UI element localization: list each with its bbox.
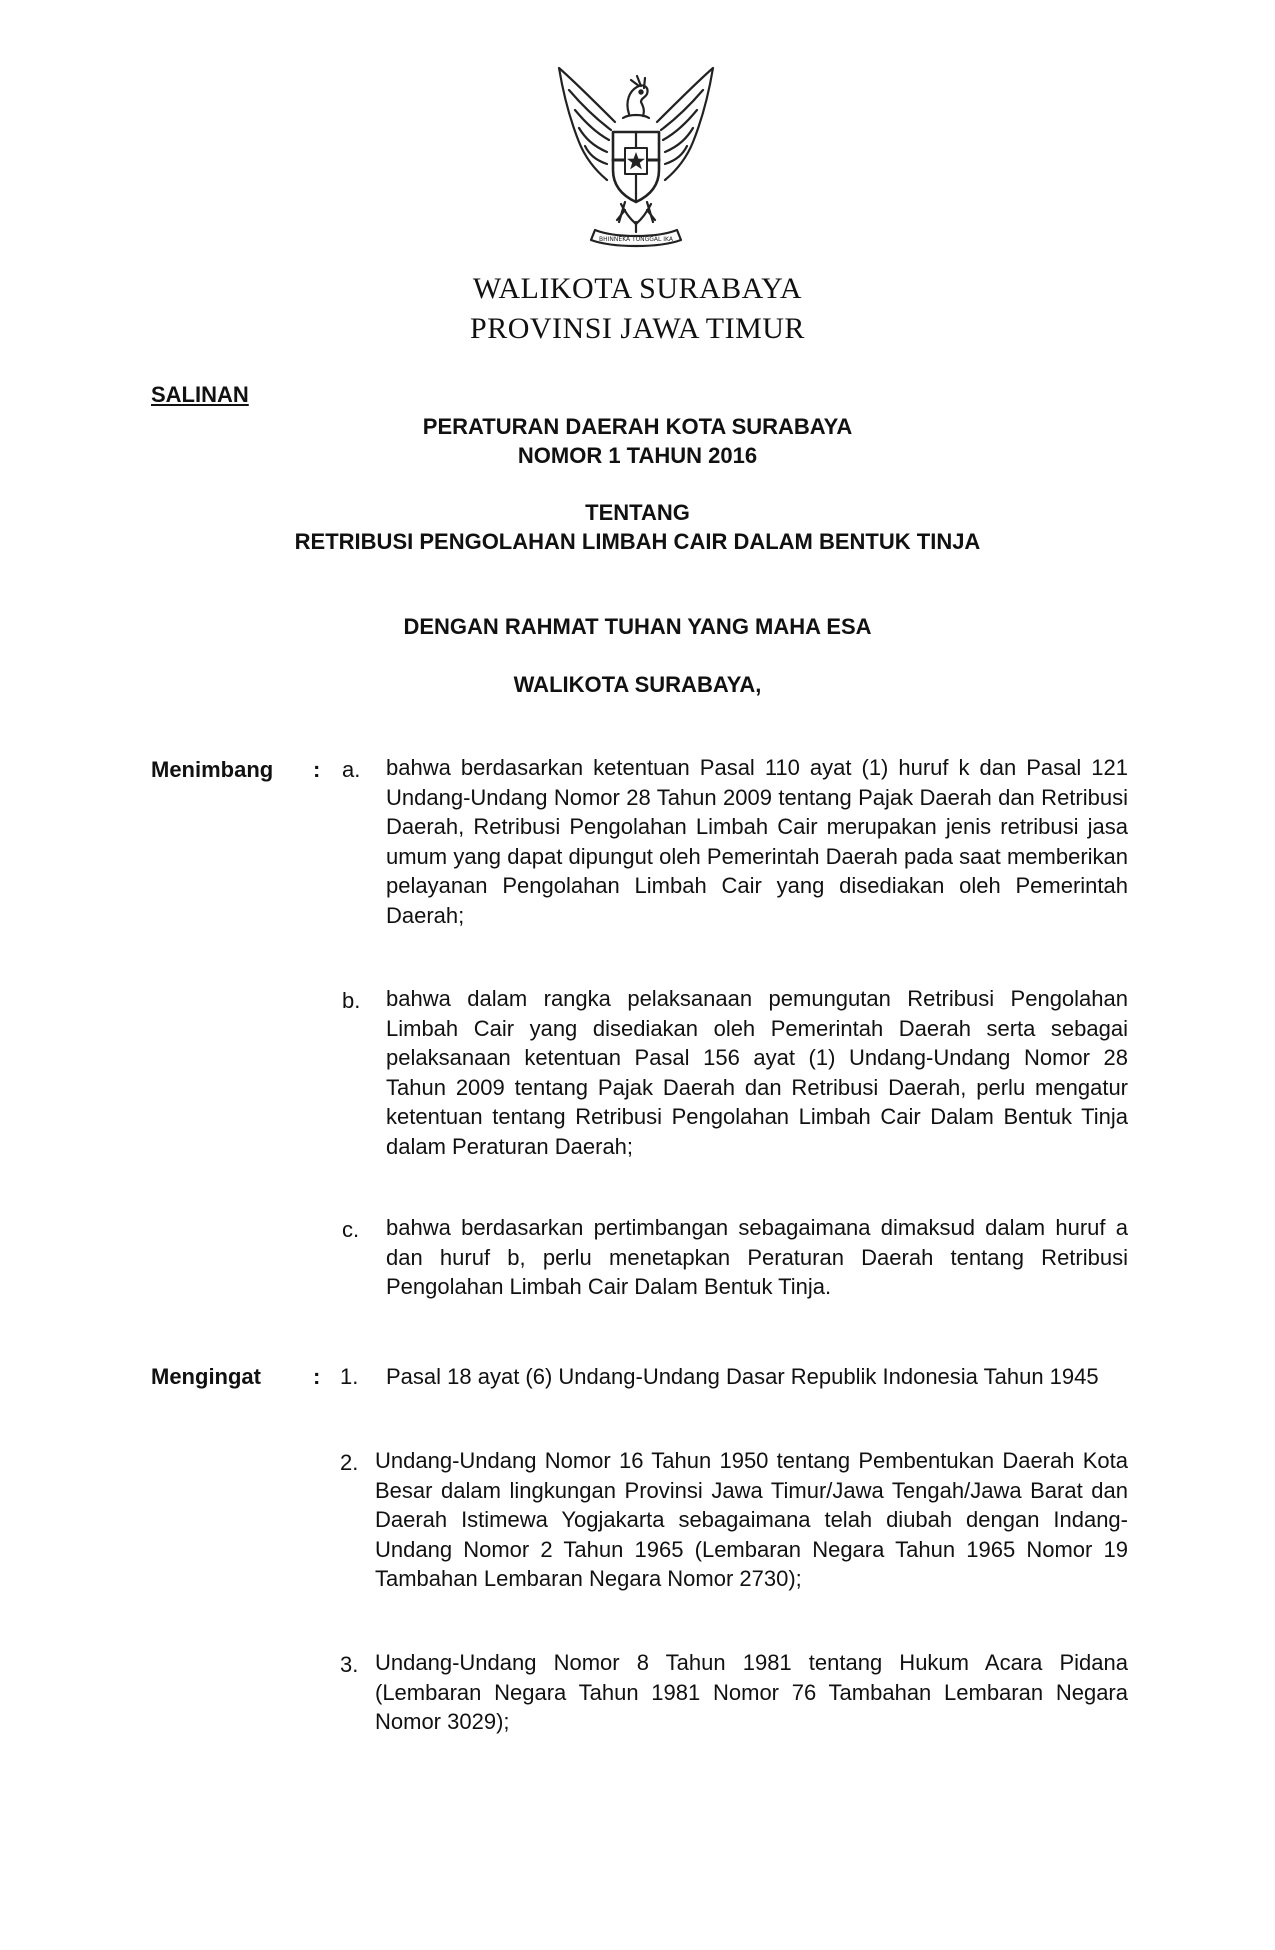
tentang-heading: TENTANG	[585, 500, 690, 525]
mengingat-marker-2: 2.	[340, 1450, 359, 1475]
emblem-motto: BHINNEKA TUNGGAL IKA	[599, 236, 673, 243]
mengingat-colon: :	[313, 1364, 321, 1389]
menimbang-marker-c: c.	[342, 1217, 360, 1242]
mengingat-item-2: Undang-Undang Nomor 16 Tahun 1950 tentang Pembentukan Daerah Kota Besar dalam lingkungan Provinsi Jawa Timur/Jawa Tengah/Jawa Barat dan Daerah Istimewa Yogjakarta sebagaimana telah diubah dengan Indang-Undang Nomor 2 Tahun 1965 (Lembaran Negara Tahun 1965 Nomor 19 Tambahan Lembaran Negara Nomor 2730);	[375, 1448, 1128, 1591]
menimbang-label: Menimbang	[151, 757, 274, 782]
header-line-2: PROVINSI JAWA TIMUR	[470, 312, 805, 345]
menimbang-item-b: bahwa dalam rangka pelaksanaan pemungutan Retribusi Pengolahan Limbah Cair yang disediakan oleh Pemerintah Daerah serta sebagai pelaksanaan ketentuan Pasal 156 ayat (1) Undang-Undang Nomor 28 Tahun 2009 tentang Pajak Daerah dan Retribusi Daerah, perlu mengatur ketentuan tentang Retribusi Pengolahan Limbah Cair Dalam Bentuk Tinja dalam Peraturan Daerah;	[386, 986, 1128, 1159]
mengingat-item-3: Undang-Undang Nomor 8 Tahun 1981 tentang Hukum Acara Pidana (Lembaran Negara Tahun 1981 Nomor 76 Tambahan Lembaran Negara Nomor 3029);	[375, 1650, 1128, 1734]
menimbang-item-c: bahwa berdasarkan pertimbangan sebagaimana dimaksud dalam huruf a dan huruf b, perlu menetapkan Peraturan Daerah tentang Retribusi Pengolahan Limbah Cair Dalam Bentuk Tinja.	[386, 1215, 1128, 1299]
mengingat-item-1: Pasal 18 ayat (6) Undang-Undang Dasar Republik Indonesia Tahun 1945	[386, 1364, 1099, 1389]
mengingat-marker-1: 1.	[340, 1364, 359, 1389]
menimbang-marker-b: b.	[342, 988, 361, 1013]
preamble-walikota: WALIKOTA SURABAYA,	[513, 672, 762, 697]
regulation-title-line-1: PERATURAN DAERAH KOTA SURABAYA	[422, 414, 853, 439]
garuda-emblem-icon	[545, 62, 727, 252]
mengingat-marker-3: 3.	[340, 1652, 359, 1677]
menimbang-item-a: bahwa berdasarkan ketentuan Pasal 110 ayat (1) huruf k dan Pasal 121 Undang-Undang Nomor 28 Tahun 2009 tentang Pajak Daerah dan Retribusi Daerah, Retribusi Pengolahan Limbah Cair merupakan jenis retribusi jasa umum yang dapat dipungut oleh Pemerintah Daerah pada saat memberikan pelayanan Pengolahan Limbah Cair yang disediakan oleh Pemerintah Daerah;	[386, 755, 1128, 928]
header-line-1: WALIKOTA SURABAYA	[472, 272, 803, 305]
regulation-subject: RETRIBUSI PENGOLAHAN LIMBAH CAIR DALAM BENTUK TINJA	[294, 529, 981, 554]
salinan-label: SALINAN	[151, 382, 249, 407]
menimbang-colon: :	[313, 757, 321, 782]
mengingat-label: Mengingat	[151, 1364, 261, 1389]
menimbang-marker-a: a.	[342, 757, 361, 782]
regulation-title-line-2: NOMOR 1 TAHUN 2016	[517, 443, 758, 468]
preamble-rahmat: DENGAN RAHMAT TUHAN YANG MAHA ESA	[403, 614, 872, 639]
